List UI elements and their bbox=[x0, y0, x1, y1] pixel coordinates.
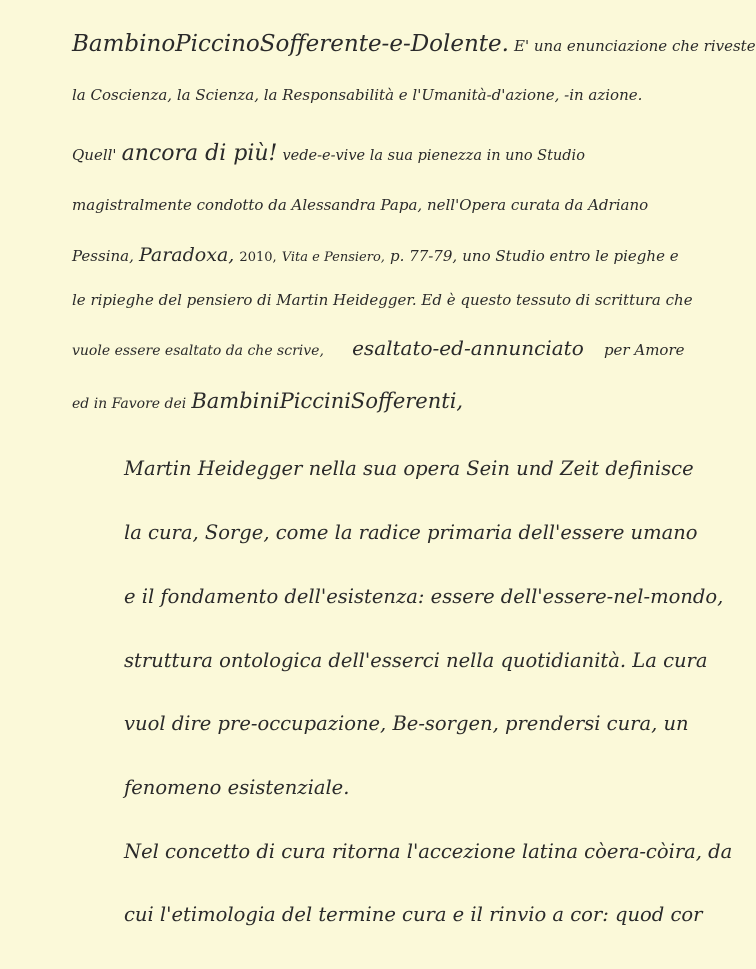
intro-text: vuole essere esaltato da che scrive, bbox=[72, 343, 324, 359]
intro-text: ed in Favore dei bbox=[72, 396, 187, 412]
emphasis-phrase: BambiniPicciniSofferenti, bbox=[191, 389, 464, 413]
intro-text: E' una enunciazione che riveste bbox=[514, 37, 756, 55]
intro-text: Pessina, bbox=[72, 247, 134, 265]
intro-text: vede-e-vive la sua pienezza in uno Studio bbox=[282, 148, 585, 164]
quote-line-6: fenomeno esistenziale. bbox=[124, 776, 350, 799]
quote-line-7: Nel concetto di cura ritorna l'accezione latina còera-còira, da bbox=[124, 840, 733, 863]
intro-line-5 bbox=[72, 244, 679, 266]
emphasis-phrase: ancora di più! bbox=[121, 141, 278, 166]
publisher: Vita e Pensiero, bbox=[281, 250, 385, 265]
year: 2010, bbox=[239, 250, 277, 265]
intro-line-7 bbox=[72, 336, 685, 360]
pages: p. 77-79, bbox=[390, 247, 458, 265]
quote-line-3: e il fondamento dell'esistenza: essere dell'essere-nel-mondo, bbox=[124, 585, 724, 608]
quote-line-2: la cura, Sorge, come la radice primaria dell'essere umano bbox=[124, 521, 698, 544]
intro-text: uno Studio entro le pieghe e bbox=[462, 247, 679, 265]
quote-line-5: vuol dire pre-occupazione, Be-sorgen, prendersi cura, un bbox=[124, 712, 689, 735]
quote-line-8: cui l'etimologia del termine cura e il rinvio a cor: quod cor bbox=[124, 903, 703, 926]
intro-line-2: la Coscienza, la Scienza, la Responsabilità e l'Umanità-d'azione, -in azione. bbox=[72, 86, 643, 104]
title-phrase: BambinoPiccinoSofferente-e-Dolente. bbox=[72, 31, 509, 57]
book-title: Paradoxa, bbox=[138, 244, 235, 266]
intro-line-1 bbox=[72, 31, 756, 57]
emphasis-phrase: esaltato-ed-annunciato bbox=[352, 336, 584, 360]
quote-line-1: Martin Heidegger nella sua opera Sein und Zeit definisce bbox=[124, 457, 694, 480]
intro-text: Quell' bbox=[72, 146, 117, 164]
intro-text: per Amore bbox=[603, 341, 685, 359]
intro-line-4: magistralmente condotto da Alessandra Papa, nell'Opera curata da Adriano bbox=[72, 196, 649, 214]
intro-line-8 bbox=[72, 389, 463, 413]
quote-line-4: struttura ontologica dell'esserci nella quotidianità. La cura bbox=[124, 649, 708, 672]
intro-line-6: le ripieghe del pensiero di Martin Heidegger. Ed è questo tessuto di scrittura che bbox=[72, 291, 693, 309]
intro-line-3 bbox=[72, 141, 585, 166]
